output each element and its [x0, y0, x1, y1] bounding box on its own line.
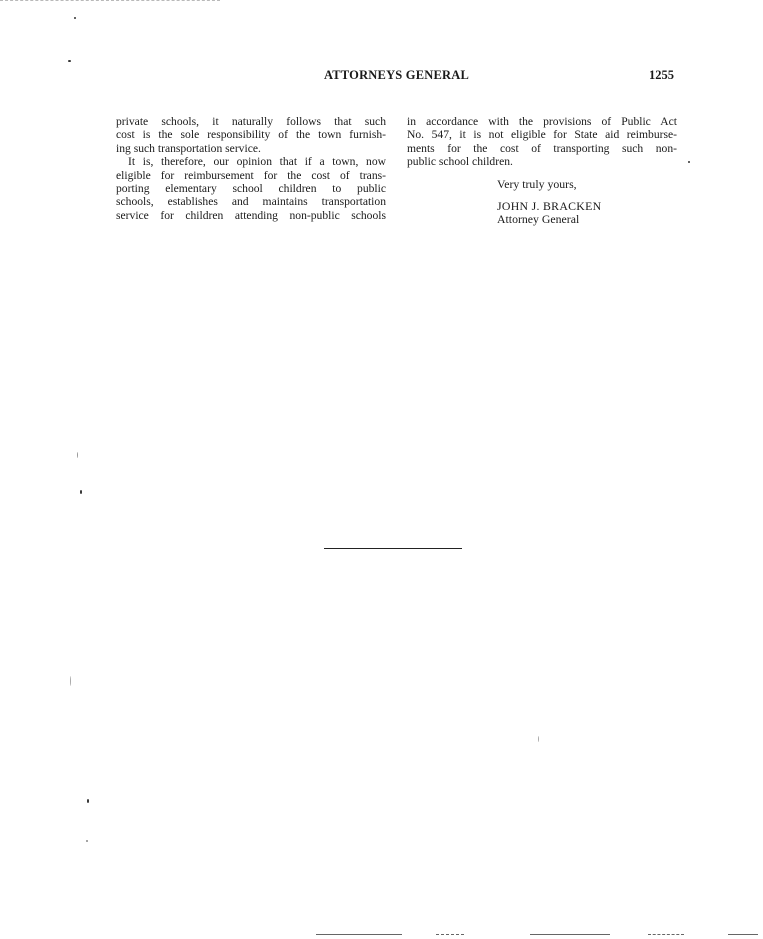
- text-line: cost is the sole responsibility of the town furnish-: [116, 128, 386, 142]
- left-column: [116, 115, 386, 222]
- text-line: porting elementary school children to public: [116, 182, 386, 196]
- text-line: No. 547, it is not eligible for State aid reimburse-: [407, 128, 677, 142]
- signer-name: JOHN J. BRACKEN: [497, 198, 602, 213]
- scan-speck: [688, 161, 690, 163]
- top-edge-dashes: [0, 0, 220, 1]
- text-line: ing such transportation service.: [116, 141, 261, 155]
- right-column: [407, 115, 677, 169]
- letter-closing: [497, 178, 601, 227]
- scan-speck: [538, 736, 539, 742]
- bottom-edge-rule: [316, 934, 402, 935]
- scan-speck: [68, 60, 71, 62]
- scan-speck: [87, 799, 89, 803]
- text-line: public school children.: [407, 155, 513, 169]
- scan-speck: [86, 840, 88, 842]
- bottom-edge-rule: [648, 934, 684, 935]
- scan-speck: [77, 452, 78, 458]
- bottom-edge-rule: [436, 934, 464, 935]
- bottom-edge-rule: [530, 934, 610, 935]
- page-header: [0, 68, 763, 88]
- text-line: It is, therefore, our opinion that if a town, now: [128, 155, 386, 169]
- signer-title: Attorney General: [497, 212, 580, 227]
- salutation: Very truly yours,: [497, 177, 577, 191]
- scan-speck: [80, 490, 82, 494]
- page-number: 1255: [649, 68, 674, 82]
- text-line: private schools, it naturally follows that such: [116, 115, 386, 128]
- scan-speck: [70, 676, 71, 686]
- text-line: ments for the cost of transporting such non-: [407, 141, 677, 155]
- text-line: eligible for reimbursement for the cost of trans-: [116, 168, 386, 182]
- text-line: in accordance with the provisions of Public Act: [407, 115, 677, 128]
- text-line: schools, establishes and maintains transportation: [116, 195, 386, 209]
- text-line: service for children attending non-public schools: [116, 208, 386, 222]
- scan-speck: [74, 17, 76, 19]
- bottom-edge-rule: [728, 934, 758, 935]
- running-title: ATTORNEYS GENERAL: [324, 68, 469, 82]
- section-divider-rule: [324, 548, 462, 549]
